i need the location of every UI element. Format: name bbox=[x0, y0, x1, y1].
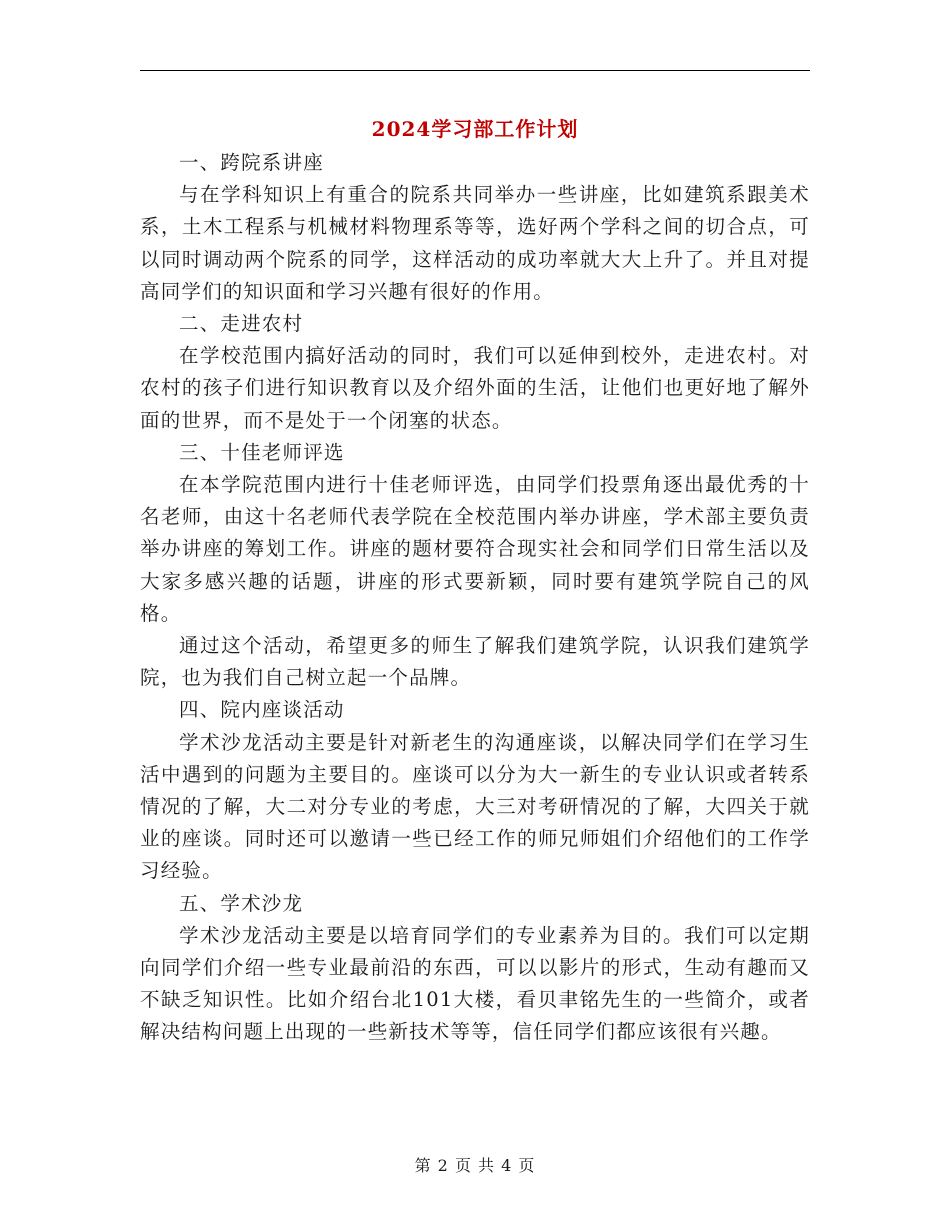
document-body bbox=[140, 147, 810, 1049]
section-paragraph: 学术沙龙活动主要是以培育同学们的专业素养为目的。我们可以定期向同学们介绍一些专业最前沿的东西，可以以影片的形式，生动有趣而又不缺乏知识性。比如介绍台北101大楼，看贝聿铭先生的一些简介，或者解决结构问题上出现的一些新技术等等，信任同学们都应该很有兴趣。 bbox=[140, 923, 810, 1044]
section-heading: 二、走进农村 bbox=[179, 312, 304, 336]
section-heading: 四、院内座谈活动 bbox=[179, 698, 345, 722]
section-heading: 五、学术沙龙 bbox=[179, 891, 304, 915]
page-number: 第 2 页 共 4 页 bbox=[414, 1156, 536, 1175]
section-paragraph: 在学校范围内搞好活动的同时，我们可以延伸到校外，走进农村。对农村的孩子们进行知识教育以及介绍外面的生活，让他们也更好地了解外面的世界，而不是处于一个闭塞的状态。 bbox=[140, 344, 810, 432]
section-paragraph: 学术沙龙活动主要是针对新老生的沟通座谈，以解决同学们在学习生活中遇到的问题为主要目的。座谈可以分为大一新生的专业认识或者转系情况的了解，大二对分专业的考虑，大三对考研情况的了解，大四关于就业的座谈。同时还可以邀请一些已经工作的师兄师姐们介绍他们的工作学习经验。 bbox=[140, 730, 810, 883]
section-paragraph: 在本学院范围内进行十佳老师评选，由同学们投票角逐出最优秀的十名老师，由这十名老师代表学院在全校范围内举办讲座，学术部主要负责举办讲座的筹划工作。讲座的题材要符合现实社会和同学们日常生活以及大家多感兴趣的话题，讲座的形式要新颖，同时要有建筑学院自己的风格。 bbox=[140, 473, 810, 625]
document-title: 2024学习部工作计划 bbox=[371, 117, 579, 141]
section-paragraph: 与在学科知识上有重合的院系共同举办一些讲座，比如建筑系跟美术系，土木工程系与机械材料物理系等等，选好两个学科之间的切合点，可以同时调动两个院系的同学，这样活动的成功率就大大上升了。并且对提高同学们的知识面和学习兴趣有很好的作用。 bbox=[140, 183, 810, 303]
section-heading: 三、十佳老师评选 bbox=[179, 440, 345, 464]
section-heading: 一、跨院系讲座 bbox=[179, 151, 324, 174]
header-rule bbox=[140, 70, 810, 71]
section-paragraph: 通过这个活动，希望更多的师生了解我们建筑学院，认识我们建筑学院，也为我们自己树立起一个品牌。 bbox=[140, 634, 810, 690]
